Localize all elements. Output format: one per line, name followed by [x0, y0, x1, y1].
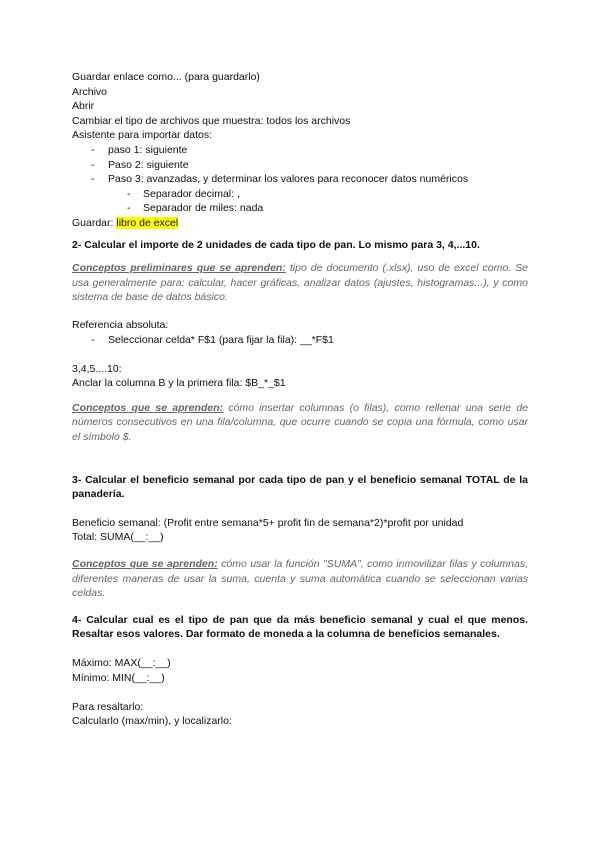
save-label: Guardar:: [72, 216, 117, 229]
weekly-line: Beneficio semanal: (Profit entre semana*5+ profit fin de semana*2)*profit por unidad: [72, 516, 464, 529]
series-line: 3,4,5....10:: [72, 362, 122, 375]
sub-list-item: - Separador decimal: ,: [72, 187, 528, 202]
intro-line: Archivo: [72, 85, 108, 98]
list-item: - paso 1: siguiente: [72, 143, 528, 158]
concept-label: Conceptos que se aprenden:: [72, 401, 224, 414]
total-line: Total: SUMA(__:__): [72, 531, 164, 544]
ref-title: Referencia absoluta:: [72, 318, 169, 331]
section-2-heading: 2- Calcular el importe de 2 unidades de cada tipo de pan. Lo mismo para 3, 4,...10.: [72, 238, 480, 251]
list-item: - Paso 2: siguiente: [72, 158, 528, 173]
import-steps-list: [72, 143, 528, 216]
save-line: [72, 216, 528, 231]
concept-text: cómo insertar columnas (o filas), como rellenar una serie de números consecutivos en una fila/columna, que ocurre cuando se copia una fórmula, como usar el símbolo $.: [72, 401, 529, 444]
ref-list: [72, 333, 528, 348]
highlighted-text: libro de excel: [116, 216, 179, 229]
sub-list-item: - Separador de miles: nada: [72, 201, 528, 216]
concept-label: Conceptos preliminares que se aprenden:: [72, 262, 286, 275]
section-2-concepts-2: [72, 401, 528, 445]
list-item: - Seleccionar celda* F$1 (para fijar la fila): __*F$1: [72, 333, 528, 348]
min-line: Mínimo: MIN(__:__): [72, 671, 165, 684]
highlight-title: Para resaltarlo:: [72, 700, 144, 713]
intro-line: Abrir: [72, 100, 95, 113]
concept-label: Conceptos que se aprenden:: [72, 558, 218, 571]
max-line: Máximo: MAX(__:__): [72, 657, 171, 669]
list-item: - Paso 3: avanzadas, y determinar los valores para reconocer datos numéricos: [72, 172, 528, 187]
section-3-concepts: [72, 557, 528, 601]
locate-line: Calcularlo (max/min), y localizarlo:: [72, 715, 232, 728]
anchor-line: Anclar la columna B y la primera fila: $B_*_$1: [72, 377, 286, 390]
intro-line: Cambiar el tipo de archivos que muestra: todos los archivos: [72, 114, 351, 127]
document-page: [72, 70, 528, 729]
section-2-concepts: [72, 261, 528, 305]
section-3-heading: 3- Calcular el beneficio semanal por cada tipo de pan y el beneficio semanal TOTAL de la panadería.: [72, 473, 528, 501]
section-4-heading: 4- Calcular cual es el tipo de pan que da más beneficio semanal y cual el que menos. Resaltar esos valores. Dar formato de moneda a la columna de beneficios semanales.: [72, 613, 528, 641]
intro-line: Asistente para importar datos:: [72, 129, 213, 142]
intro-line: Guardar enlace como... (para guardarlo): [72, 71, 260, 83]
concept-text: cómo usar la función "SUMA", como inmovilizar filas y columnas, diferentes maneras de usar la suma, cuenta y suma automática cuando se seleccionan varias celdas.: [72, 558, 528, 600]
concept-text: tipo de documento (.xlsx), uso de excel como. Se usa generalmente para: calcular, hacer gráficas, analizar datos (ajustes, histogramas...), y como sistema de base de datos básico.: [72, 262, 528, 304]
